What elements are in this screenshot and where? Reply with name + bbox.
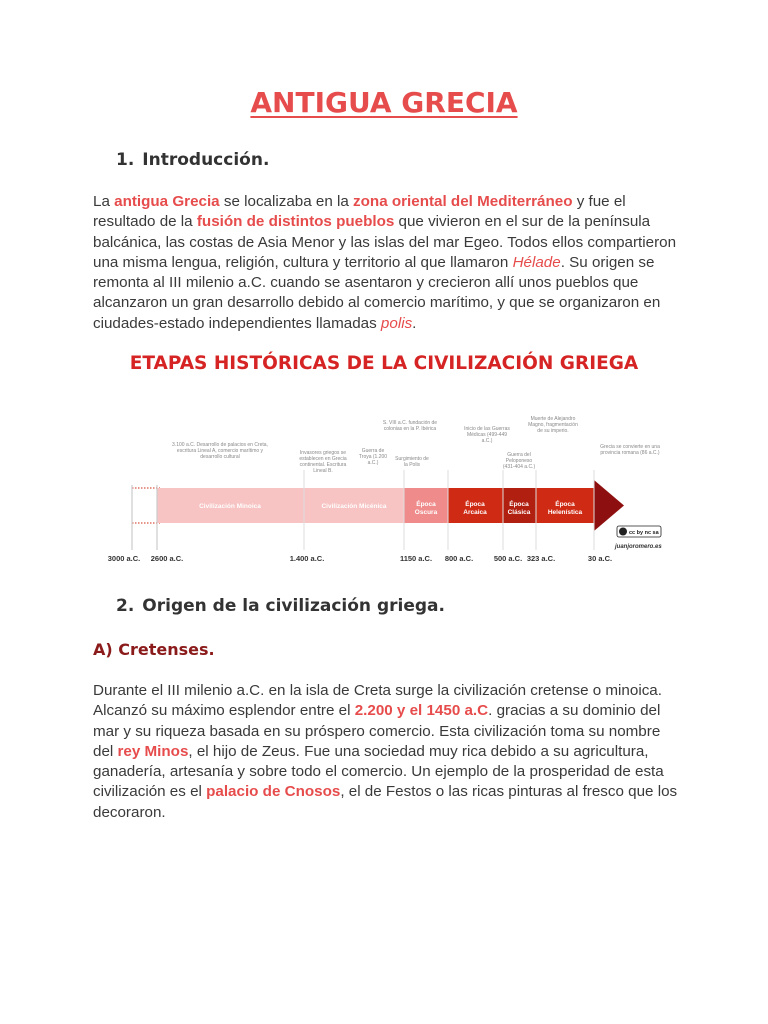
timeline-notes [170, 416, 665, 478]
etapas-heading: ETAPAS HISTÓRICAS DE LA CIVILIZACIÓN GRIEGA [129, 353, 639, 374]
segment-label [463, 499, 487, 516]
text-run: . [412, 314, 417, 332]
segment-label [508, 499, 531, 516]
note-text: Guerra del Peloponeso (431-404 a.C.) [502, 452, 536, 470]
section-number: 1. [116, 150, 135, 170]
text-run: . gracias a su dominio del mar y su riqueza basada en su próspero comercio. Esta civilización toma su nombre del [93, 702, 661, 760]
highlight-fusion-pueblos: fusión de distintos pueblos [196, 213, 395, 231]
note-text: Invasores griegos se establecen en Grecia continental. Escritura Lineal B. [299, 450, 347, 474]
section-heading-origen [116, 596, 445, 616]
note-text: Muerte de Alejandro Magno, fragmentación de su imperio. [528, 416, 578, 434]
timeline-arrowhead [594, 480, 624, 531]
note-medicas [462, 426, 512, 452]
segment-label-word: Oscura [414, 509, 438, 516]
text-run: y fue el resultado de la [93, 193, 626, 231]
date-label: 500 a.C. [493, 554, 523, 563]
note-troya [356, 448, 390, 474]
text-run: que vivieron en el sur de la península balcánica, las costas de Asia Menor y las islas del mar Egeo. Todos ellos compartieron una misma lengua, religión, cultura y territorio al que llamaron [93, 213, 677, 271]
segment-label-word: Época [509, 501, 529, 508]
note-colonias [378, 420, 442, 446]
date-label: 3000 a.C. [107, 554, 141, 563]
segment-label: Civilización Minoica [199, 503, 261, 510]
note-alejandro [526, 416, 580, 448]
section-label: Origen de la civilización griega. [142, 596, 445, 616]
italic-helade: Hélade [512, 253, 561, 271]
note-text: Inicio de las Guerras Médicas (499-449 a.C.) [464, 426, 510, 444]
timeline-figure [100, 410, 670, 570]
segment-label-word: Arcaica [463, 509, 487, 516]
highlight-rey-minos: rey Minos [117, 742, 189, 760]
note-text: Guerra de Troya (1.200 a.C.) [358, 448, 388, 466]
section-label: Introducción. [142, 150, 270, 170]
date-label: 1.400 a.C. [289, 554, 325, 563]
section-number: 2. [116, 596, 135, 616]
segment-label-word: Clásica [507, 509, 531, 516]
date-label: 30 a.C. [587, 554, 613, 563]
note-micenica [294, 450, 352, 476]
note-minoica [170, 442, 270, 474]
segment-label [415, 499, 438, 516]
note-text: 3.100 a.C. Desarrollo de palacios en Creta, escritura Lineal A, comercio marítimo y desarrollo cultural [172, 442, 268, 460]
segment-label: Civilización Micénica [321, 503, 387, 510]
text-run: , el de Festos o las ricas pinturas al fresco que los decoraron. [93, 783, 678, 821]
subsection-heading-cretenses: A) Cretenses. [93, 640, 215, 659]
note-roma [595, 444, 665, 470]
note-text: Grecia se convierte en una provincia romana (86 a.C.) [600, 444, 660, 456]
date-label: 800 a.C. [444, 554, 474, 563]
intro-paragraph [93, 192, 683, 334]
highlight-antigua-grecia: antigua Grecia [114, 193, 220, 210]
credit-label: juanjoromero.es [615, 544, 662, 550]
note-polis [394, 456, 430, 474]
segment-label-word: Época [465, 501, 485, 508]
italic-polis: polis [380, 314, 413, 332]
note-peloponeso [500, 452, 538, 478]
note-text: Surgimiento de la Polis [395, 456, 429, 468]
cretenses-paragraph [93, 681, 683, 823]
highlight-fechas: 2.200 y el 1450 a.C [354, 702, 489, 720]
cc-circle-icon [619, 528, 627, 536]
segment-label-word: Helenística [547, 509, 583, 516]
text-run: , el hijo de Zeus. Fue una sociedad muy rica debido a su agricultura, ganadería, artesanía y sobre todo el comercio. Un ejemplo de la prosperidad de esta civilización es el [93, 742, 664, 801]
note-text: S. VIII a.C. fundación de colonias en la P. Ibérica [382, 420, 438, 432]
section-heading-introduccion [116, 150, 269, 170]
text-run: La [93, 193, 115, 210]
segment-label-word: Época [416, 501, 436, 508]
page-title: ANTIGUA GRECIA [250, 86, 518, 119]
highlight-palacio-cnosos: palacio de Cnosos [206, 783, 341, 801]
text-run: . Su origen se remonta al III milenio a.C. cuando se asentaron y crecieron allí unos pueblos que alcanzaron un gran desarrollo debido al comercio marítimo, y que se organizaron en ciudades-estado independientes llamadas [93, 253, 661, 332]
date-label: 2600 a.C. [150, 554, 184, 563]
text-run: se localizaba en la [219, 193, 354, 210]
date-label: 323 a.C. [526, 554, 556, 563]
license-label: cc by nc sa [629, 530, 659, 536]
segment-label-word: Época [555, 501, 575, 508]
date-label: 1150 a.C. [399, 554, 433, 563]
text-run: Durante el III milenio a.C. en la isla de Creta surge la civilización cretense o minoica. Alcanzó su máximo esplendor entre el [93, 682, 662, 720]
timeline-svg [100, 410, 670, 570]
highlight-zona-oriental: zona oriental del Mediterráneo [353, 193, 573, 210]
